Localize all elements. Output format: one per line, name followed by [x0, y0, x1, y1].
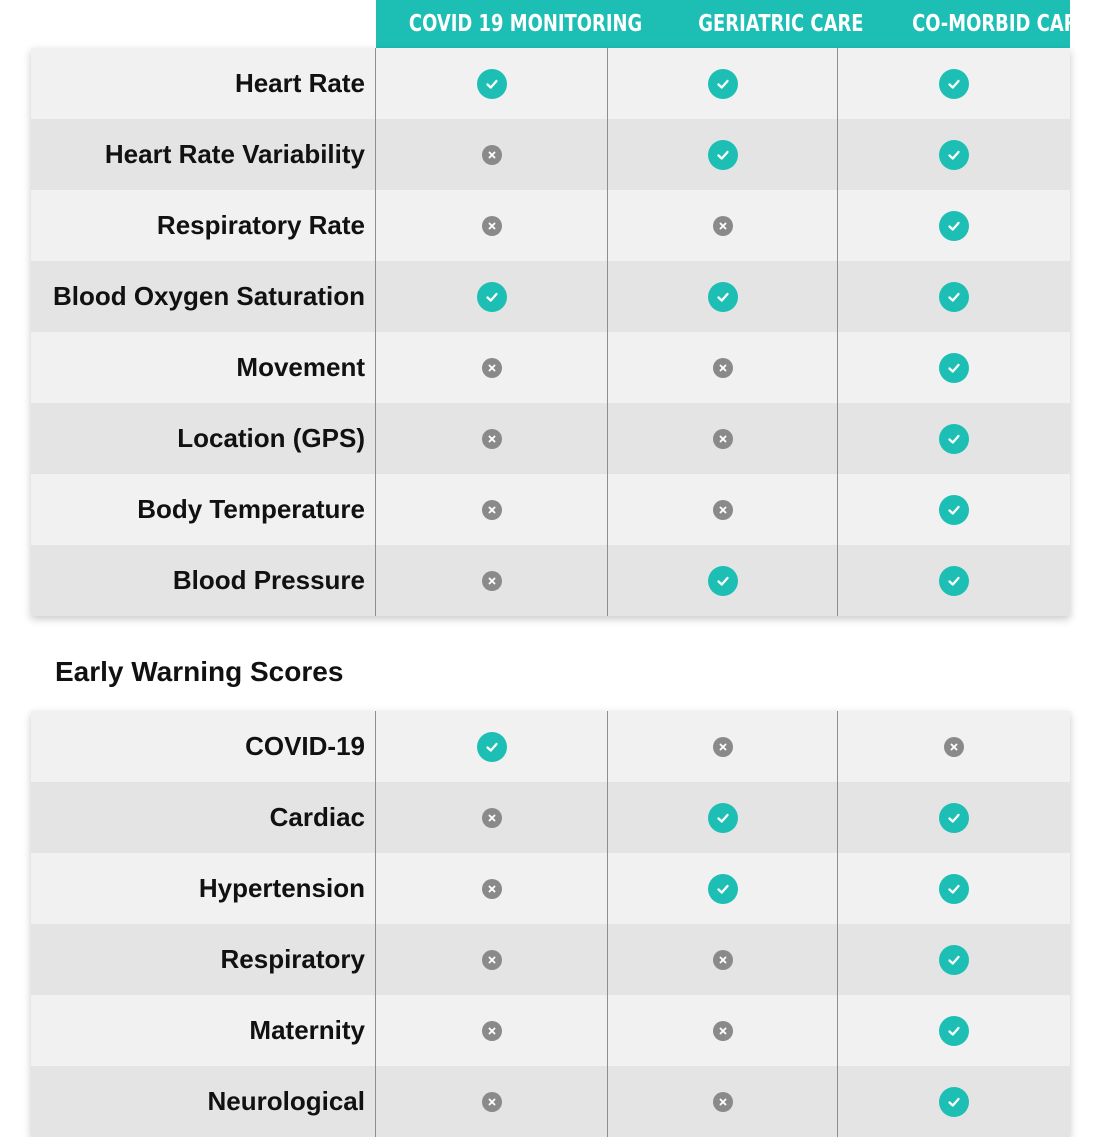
row-label: Heart Rate — [31, 48, 376, 119]
table-row-heart-rate — [31, 48, 1070, 119]
cross-circle-icon — [944, 737, 964, 757]
cell-covid-19-monitoring — [376, 403, 608, 474]
check-circle-icon — [939, 803, 969, 833]
cross-circle-icon — [713, 216, 733, 236]
cell-geriatric-care — [608, 995, 838, 1066]
column-header-band — [376, 0, 1090, 48]
cell-covid-19-monitoring — [376, 995, 608, 1066]
cross-circle-icon — [482, 500, 502, 520]
check-circle-icon — [708, 140, 738, 170]
cell-covid-19-monitoring — [376, 924, 608, 995]
cross-circle-icon — [713, 358, 733, 378]
cell-co-morbid-care — [838, 403, 1070, 474]
cell-geriatric-care — [608, 924, 838, 995]
cell-co-morbid-care — [838, 261, 1070, 332]
check-circle-icon — [708, 803, 738, 833]
cross-circle-icon — [482, 358, 502, 378]
table-row-heart-rate-variability — [31, 119, 1070, 190]
row-label: Hypertension — [31, 853, 376, 924]
cell-covid-19-monitoring — [376, 1066, 608, 1137]
table-row-respiratory — [31, 924, 1070, 995]
check-circle-icon — [939, 945, 969, 975]
cell-geriatric-care — [608, 119, 838, 190]
cross-circle-icon — [482, 879, 502, 899]
row-label: Neurological — [31, 1066, 376, 1137]
table-row-hypertension — [31, 853, 1070, 924]
column-header-comorbid — [912, 0, 1090, 48]
cell-covid-19-monitoring — [376, 545, 608, 616]
column-header-covid — [409, 0, 642, 48]
table-row-blood-oxygen-saturation — [31, 261, 1070, 332]
cross-circle-icon — [482, 950, 502, 970]
cell-co-morbid-care — [838, 48, 1070, 119]
cross-circle-icon — [482, 808, 502, 828]
cell-co-morbid-care — [838, 711, 1070, 782]
table-row-location-gps — [31, 403, 1070, 474]
cell-covid-19-monitoring — [376, 190, 608, 261]
cell-co-morbid-care — [838, 782, 1070, 853]
cell-geriatric-care — [608, 190, 838, 261]
cell-co-morbid-care — [838, 1066, 1070, 1137]
cell-co-morbid-care — [838, 853, 1070, 924]
cell-geriatric-care — [608, 853, 838, 924]
check-circle-icon — [939, 1087, 969, 1117]
check-circle-icon — [939, 353, 969, 383]
table-row-body-temperature — [31, 474, 1070, 545]
check-circle-icon — [939, 282, 969, 312]
cross-circle-icon — [482, 145, 502, 165]
cross-circle-icon — [713, 737, 733, 757]
row-label: Movement — [31, 332, 376, 403]
row-label: Respiratory Rate — [31, 190, 376, 261]
check-circle-icon — [708, 874, 738, 904]
cell-co-morbid-care — [838, 924, 1070, 995]
cell-co-morbid-care — [838, 995, 1070, 1066]
cross-circle-icon — [482, 429, 502, 449]
table-row-respiratory-rate — [31, 190, 1070, 261]
cell-geriatric-care — [608, 545, 838, 616]
cell-covid-19-monitoring — [376, 119, 608, 190]
cross-circle-icon — [482, 1092, 502, 1112]
cell-covid-19-monitoring — [376, 332, 608, 403]
table-row-blood-pressure — [31, 545, 1070, 616]
check-circle-icon — [939, 69, 969, 99]
check-circle-icon — [939, 1016, 969, 1046]
cell-geriatric-care — [608, 711, 838, 782]
row-label: Body Temperature — [31, 474, 376, 545]
table-row-neurological — [31, 1066, 1070, 1137]
column-header-covid-label: COVID 19 MONITORING — [408, 11, 643, 37]
check-circle-icon — [708, 566, 738, 596]
cell-covid-19-monitoring — [376, 853, 608, 924]
early-warning-table — [31, 711, 1070, 1137]
table-row-covid-19 — [31, 711, 1070, 782]
cross-circle-icon — [482, 1021, 502, 1041]
cross-circle-icon — [713, 950, 733, 970]
cross-circle-icon — [713, 500, 733, 520]
table-row-movement — [31, 332, 1070, 403]
cell-covid-19-monitoring — [376, 261, 608, 332]
cell-covid-19-monitoring — [376, 782, 608, 853]
check-circle-icon — [477, 732, 507, 762]
cell-geriatric-care — [608, 48, 838, 119]
check-circle-icon — [939, 566, 969, 596]
cell-co-morbid-care — [838, 190, 1070, 261]
table-row-maternity — [31, 995, 1070, 1066]
check-circle-icon — [708, 69, 738, 99]
row-label: Blood Oxygen Saturation — [31, 261, 376, 332]
row-label: Maternity — [31, 995, 376, 1066]
cell-co-morbid-care — [838, 332, 1070, 403]
column-header-geriatric — [698, 0, 863, 48]
column-header-geriatric-label: GERIATRIC CARE — [698, 11, 864, 37]
table-row-cardiac — [31, 782, 1070, 853]
check-circle-icon — [939, 424, 969, 454]
cell-covid-19-monitoring — [376, 711, 608, 782]
check-circle-icon — [939, 140, 969, 170]
cell-covid-19-monitoring — [376, 48, 608, 119]
cell-geriatric-care — [608, 403, 838, 474]
check-circle-icon — [708, 282, 738, 312]
cell-geriatric-care — [608, 782, 838, 853]
cross-circle-icon — [713, 429, 733, 449]
cell-covid-19-monitoring — [376, 474, 608, 545]
check-circle-icon — [939, 874, 969, 904]
cell-geriatric-care — [608, 261, 838, 332]
row-label: COVID-19 — [31, 711, 376, 782]
cross-circle-icon — [713, 1092, 733, 1112]
row-label: Respiratory — [31, 924, 376, 995]
section-title-early-warning: Early Warning Scores — [55, 656, 344, 687]
cell-geriatric-care — [608, 332, 838, 403]
check-circle-icon — [939, 495, 969, 525]
cross-circle-icon — [713, 1021, 733, 1041]
cross-circle-icon — [482, 571, 502, 591]
row-label: Location (GPS) — [31, 403, 376, 474]
cell-geriatric-care — [608, 1066, 838, 1137]
row-label: Cardiac — [31, 782, 376, 853]
cross-circle-icon — [482, 216, 502, 236]
cell-co-morbid-care — [838, 545, 1070, 616]
vitals-table — [31, 48, 1070, 616]
row-label: Blood Pressure — [31, 545, 376, 616]
column-header-comorbid-label: CO-MORBID CARE — [912, 11, 1090, 37]
cell-co-morbid-care — [838, 119, 1070, 190]
row-label: Heart Rate Variability — [31, 119, 376, 190]
check-circle-icon — [477, 282, 507, 312]
cell-geriatric-care — [608, 474, 838, 545]
check-circle-icon — [939, 211, 969, 241]
check-circle-icon — [477, 69, 507, 99]
cell-co-morbid-care — [838, 474, 1070, 545]
